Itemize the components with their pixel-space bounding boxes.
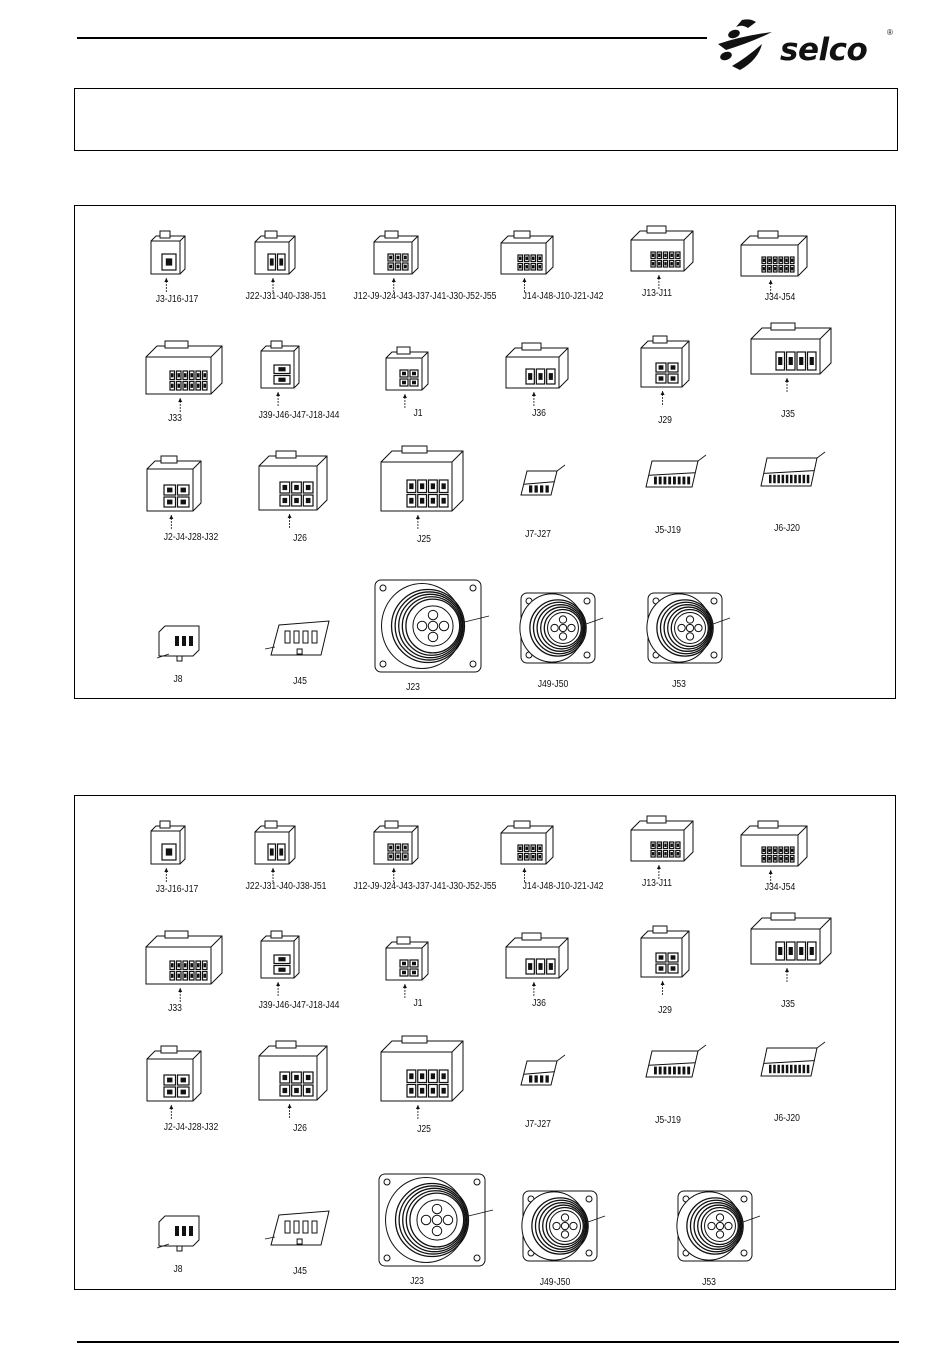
connector-label: J13-J11 <box>642 288 672 299</box>
connector-drawing <box>676 1189 754 1263</box>
connector-icon <box>761 458 817 506</box>
connector-label: J35 <box>781 409 795 420</box>
brand-wordmark: selco <box>780 32 868 68</box>
connector-drawing <box>146 936 222 984</box>
connector-drawing <box>374 236 418 274</box>
connector-label: J6-J20 <box>774 523 800 534</box>
connector-drawing <box>259 456 327 510</box>
connector-label: J49-J50 <box>539 1277 571 1288</box>
connector-drawing <box>741 236 807 276</box>
connector-label: J8 <box>173 674 183 685</box>
connector-label: J39-J46-J47-J18-J44 <box>258 1000 340 1011</box>
connector-drawing <box>631 821 693 861</box>
connector-drawing <box>506 938 568 978</box>
connector-drawing <box>641 931 689 977</box>
connector-drawing <box>751 328 831 374</box>
connector-drawing <box>521 1189 599 1263</box>
connector-icon <box>386 352 428 410</box>
connector-icon <box>151 826 185 884</box>
connector-label: J29 <box>658 415 672 426</box>
connector-icon <box>646 461 698 507</box>
connector-icon <box>159 1216 199 1270</box>
connector-drawing <box>159 1216 199 1250</box>
connector-icon <box>261 346 299 408</box>
top-rule <box>77 37 707 39</box>
connector-label: J45 <box>293 676 307 687</box>
connector-drawing <box>386 942 428 980</box>
connector-label: J25 <box>417 534 431 545</box>
connector-drawing <box>377 1172 487 1268</box>
connector-icon <box>676 1189 754 1283</box>
connector-drawing <box>751 918 831 964</box>
header-box <box>74 88 898 151</box>
connector-label: J36 <box>532 998 546 1009</box>
connector-panel-2 <box>74 795 896 1290</box>
connector-label: J7-J27 <box>525 529 551 540</box>
connector-label: J1 <box>413 408 423 419</box>
connector-icon <box>501 236 553 294</box>
connector-drawing <box>381 451 463 511</box>
connector-drawing <box>373 578 483 674</box>
connector-icon <box>255 826 295 884</box>
connector-label: J39-J46-J47-J18-J44 <box>258 410 340 421</box>
connector-drawing <box>646 1051 698 1077</box>
connector-label: J22-J31-J40-J38-J51 <box>245 881 327 892</box>
connector-drawing <box>259 1046 327 1100</box>
connector-label: J12-J9-J24-J43-J37-J41-J30-J52-J55 <box>353 291 497 302</box>
connector-drawing <box>255 826 295 864</box>
connector-label: J3-J16-J17 <box>155 884 199 895</box>
connector-icon <box>741 236 807 296</box>
connector-label: J29 <box>658 1005 672 1016</box>
connector-icon <box>146 936 222 1004</box>
connector-panel-1 <box>74 205 896 699</box>
connector-drawing <box>646 461 698 487</box>
connector-label: J53 <box>672 679 686 690</box>
connector-drawing <box>761 458 817 486</box>
connector-drawing <box>159 626 199 660</box>
connector-label: J34-J54 <box>764 882 796 893</box>
connector-drawing <box>521 1061 557 1085</box>
connector-label: J1 <box>413 998 423 1009</box>
connector-label: J49-J50 <box>537 679 569 690</box>
connector-drawing <box>271 621 329 655</box>
connector-icon <box>751 328 831 394</box>
connector-drawing <box>146 346 222 394</box>
connector-icon <box>646 1051 698 1097</box>
selco-logo <box>712 14 902 74</box>
connector-drawing <box>151 236 185 274</box>
connector-label: J53 <box>702 1277 716 1288</box>
connector-icon <box>521 1189 599 1283</box>
connector-label: J14-J48-J10-J21-J42 <box>522 881 604 892</box>
connector-drawing <box>271 1211 329 1245</box>
connector-icon <box>761 1048 817 1096</box>
connector-icon <box>261 936 299 998</box>
connector-icon <box>374 236 418 294</box>
connector-icon <box>641 931 689 997</box>
connector-drawing <box>519 591 597 665</box>
connector-label: J5-J19 <box>655 1115 681 1126</box>
connector-label: J2-J4-J28-J32 <box>163 532 219 543</box>
connector-drawing <box>761 1048 817 1076</box>
connector-label: J8 <box>173 1264 183 1275</box>
connector-icon <box>631 231 693 291</box>
connector-icon <box>159 626 199 680</box>
connector-label: J34-J54 <box>764 292 796 303</box>
registered-mark: ® <box>887 28 893 37</box>
connector-drawing <box>261 346 299 388</box>
connector-icon <box>519 591 597 685</box>
connector-label: J33 <box>168 413 182 424</box>
connector-icon <box>271 1211 329 1265</box>
connector-icon <box>521 1061 557 1105</box>
connector-icon <box>146 346 222 414</box>
connector-icon <box>631 821 693 881</box>
connector-icon <box>255 236 295 294</box>
connector-drawing <box>381 1041 463 1101</box>
connector-drawing <box>506 348 568 388</box>
connector-drawing <box>374 826 418 864</box>
connector-icon <box>381 451 463 531</box>
connector-icon <box>506 938 568 998</box>
connector-drawing <box>255 236 295 274</box>
connector-label: J23 <box>406 682 420 693</box>
connector-label: J26 <box>293 533 307 544</box>
bottom-rule <box>77 1341 899 1343</box>
connector-label: J2-J4-J28-J32 <box>163 1122 219 1133</box>
connector-icon <box>506 348 568 408</box>
connector-icon <box>151 236 185 294</box>
connector-icon <box>751 918 831 984</box>
connector-label: J36 <box>532 408 546 419</box>
connector-label: J22-J31-J40-J38-J51 <box>245 291 327 302</box>
connector-drawing <box>521 471 557 495</box>
connector-icon <box>521 471 557 515</box>
connector-icon <box>147 1051 201 1121</box>
connector-icon <box>271 621 329 675</box>
connector-drawing <box>646 591 724 665</box>
connector-icon <box>377 1172 487 1288</box>
connector-icon <box>386 942 428 1000</box>
connector-icon <box>641 341 689 407</box>
connector-label: J45 <box>293 1266 307 1277</box>
connector-label: J13-J11 <box>642 878 672 889</box>
connector-label: J25 <box>417 1124 431 1135</box>
connector-icon <box>374 826 418 884</box>
connector-drawing <box>261 936 299 978</box>
connector-icon <box>741 826 807 886</box>
connector-icon <box>501 826 553 884</box>
connector-label: J5-J19 <box>655 525 681 536</box>
connector-label: J23 <box>410 1276 424 1287</box>
connector-label: J14-J48-J10-J21-J42 <box>522 291 604 302</box>
connector-icon <box>259 1046 327 1120</box>
connector-drawing <box>741 826 807 866</box>
connector-label: J26 <box>293 1123 307 1134</box>
connector-icon <box>147 461 201 531</box>
connector-label: J35 <box>781 999 795 1010</box>
connector-icon <box>381 1041 463 1121</box>
connector-label: J6-J20 <box>774 1113 800 1124</box>
connector-drawing <box>501 236 553 274</box>
connector-drawing <box>151 826 185 864</box>
selco-emblem-icon <box>712 14 782 74</box>
connector-label: J7-J27 <box>525 1119 551 1130</box>
connector-icon <box>373 578 483 694</box>
connector-icon <box>259 456 327 530</box>
connector-drawing <box>641 341 689 387</box>
connector-drawing <box>147 461 201 511</box>
connector-drawing <box>501 826 553 864</box>
connector-label: J33 <box>168 1003 182 1014</box>
connector-drawing <box>147 1051 201 1101</box>
connector-drawing <box>631 231 693 271</box>
connector-icon <box>646 591 724 685</box>
connector-label: J12-J9-J24-J43-J37-J41-J30-J52-J55 <box>353 881 497 892</box>
connector-drawing <box>386 352 428 390</box>
connector-label: J3-J16-J17 <box>155 294 199 305</box>
